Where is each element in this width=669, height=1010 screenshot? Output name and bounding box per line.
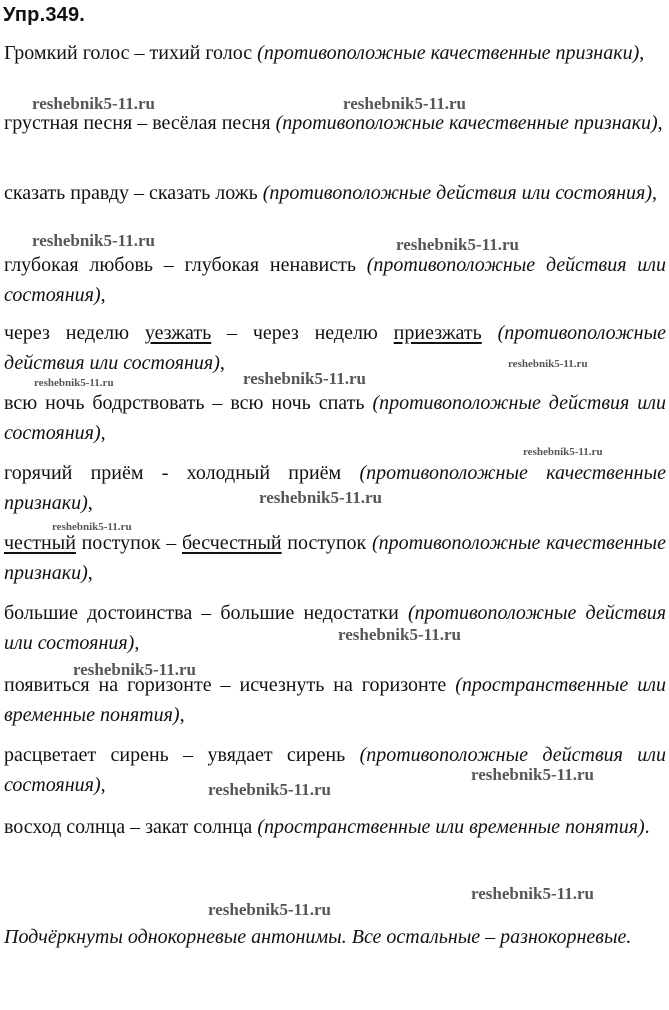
antonym-entry-6 [4, 388, 666, 448]
watermark: reshebnik5-11.ru [396, 235, 519, 254]
antonym-entry-7 [4, 458, 666, 518]
explanation-text: (пространственные или временные понятия) [257, 816, 645, 838]
punctuation: , [652, 182, 658, 204]
phrase-text: грустная песня – весёлая песня [4, 112, 276, 134]
watermark: reshebnik5-11.ru [343, 94, 466, 113]
punctuation: , [219, 352, 225, 374]
antonym-entry-3 [4, 178, 666, 208]
phrase-text: поступок [281, 532, 372, 554]
watermark: reshebnik5-11.ru [471, 884, 594, 903]
conclusion-text: Подчёркнуты однокорневые антонимы. Все остальные – разнокорневые. [4, 926, 632, 948]
watermark: reshebnik5-11.ru [338, 625, 461, 644]
underlined-antonym: приезжать [393, 322, 482, 344]
antonym-entry-1 [4, 38, 666, 68]
explanation-text: (противоположные качественные признаки) [275, 112, 658, 134]
antonym-entry-8 [4, 528, 666, 588]
underlined-antonym: уезжать [144, 322, 212, 344]
antonym-entry-10 [4, 670, 666, 730]
phrase-text: поступок – [75, 532, 182, 554]
antonym-entry-4 [4, 250, 666, 310]
phrase-text: всю ночь бодрствовать – всю ночь спать [4, 392, 373, 414]
watermark: reshebnik5-11.ru [259, 488, 382, 507]
explanation-text: (противоположные действия или состояния) [4, 322, 667, 374]
explanation-text: (противоположные качественные признаки) [257, 42, 640, 64]
watermark: reshebnik5-11.ru [508, 358, 588, 370]
watermark: reshebnik5-11.ru [243, 369, 366, 388]
phrase-text [482, 322, 498, 344]
phrase-text: – через неделю [211, 322, 394, 344]
phrase-text: большие достоинства – большие недостатки [4, 602, 408, 624]
antonym-entry-11 [4, 740, 666, 800]
explanation-text: (противоположные качественные признаки) [4, 532, 666, 584]
explanation-text: (противоположные действия или состояния) [4, 254, 666, 306]
punctuation: . [644, 816, 650, 838]
explanation-text: (противоположные действия или состояния) [4, 392, 666, 444]
watermark: reshebnik5-11.ru [32, 231, 155, 250]
explanation-text: (противоположные качественные признаки) [4, 462, 666, 514]
watermark: reshebnik5-11.ru [208, 780, 331, 799]
watermark: reshebnik5-11.ru [471, 765, 594, 784]
underlined-antonym: честный [4, 532, 76, 554]
watermark: reshebnik5-11.ru [34, 377, 114, 389]
phrase-text: Громкий голос – тихий голос [4, 42, 258, 64]
punctuation: , [134, 632, 140, 654]
watermark: reshebnik5-11.ru [32, 94, 155, 113]
antonym-entry-12 [4, 812, 666, 842]
explanation-text: (противоположные действия или состояния) [262, 182, 653, 204]
phrase-text: сказать правду – сказать ложь [4, 182, 263, 204]
punctuation: , [100, 774, 106, 796]
punctuation: , [87, 492, 93, 514]
phrase-text: расцветает сирень – увядает сирень [4, 744, 360, 766]
phrase-text: появиться на горизонте – исчезнуть на горизонте [4, 674, 456, 696]
antonym-entry-9 [4, 598, 666, 658]
punctuation: , [179, 704, 185, 726]
watermark: reshebnik5-11.ru [523, 446, 603, 458]
explanation-text: (противоположные действия или состояния) [4, 744, 667, 796]
punctuation: , [87, 562, 93, 584]
explanation-text: (пространственные или временные понятия) [4, 674, 666, 726]
watermark: reshebnik5-11.ru [208, 900, 331, 919]
phrase-text: восход солнца – закат солнца [4, 816, 258, 838]
antonym-entry-2 [4, 108, 666, 138]
explanation-text: (противоположные действия или состояния) [4, 602, 667, 654]
exercise-title: Упр.349. [3, 4, 86, 26]
antonym-entry-5 [4, 318, 666, 378]
watermark: reshebnik5-11.ru [52, 521, 132, 533]
watermark: reshebnik5-11.ru [73, 660, 196, 679]
punctuation: , [657, 112, 663, 134]
phrase-text: глубокая любовь – глубокая ненависть [4, 254, 367, 276]
phrase-text: через неделю [4, 322, 145, 344]
punctuation: , [639, 42, 645, 64]
punctuation: , [100, 422, 106, 444]
phrase-text: горячий приём - холодный приём [4, 462, 360, 484]
underlined-antonym: бесчестный [181, 532, 282, 554]
punctuation: , [100, 284, 106, 306]
